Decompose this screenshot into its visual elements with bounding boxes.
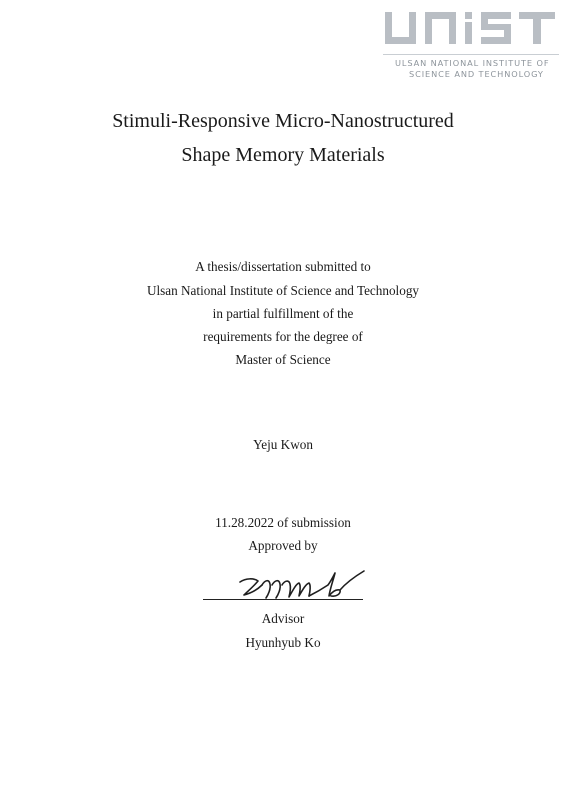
logo-subtitle-line-1: ULSAN NATIONAL INSTITUTE OF bbox=[395, 58, 550, 68]
approved-by-label: Approved by bbox=[248, 538, 318, 553]
unist-logo bbox=[383, 8, 559, 83]
statement-line-1: A thesis/dissertation submitted to bbox=[195, 259, 371, 274]
statement-line-4: requirements for the degree of bbox=[203, 329, 363, 344]
signature-line bbox=[203, 599, 363, 600]
submission-date: 11.28.2022 of submission bbox=[215, 515, 351, 530]
thesis-title-line-1: Stimuli-Responsive Micro-Nanostructured bbox=[112, 110, 454, 132]
unist-logo-mark bbox=[383, 8, 559, 48]
author-name: Yeju Kwon bbox=[253, 437, 313, 452]
logo-divider bbox=[383, 54, 559, 55]
statement-line-2: Ulsan National Institute of Science and Technology bbox=[146, 283, 420, 298]
logo-subtitle-line-2: SCIENCE AND TECHNOLOGY bbox=[409, 69, 544, 79]
advisor-label: Advisor bbox=[261, 611, 305, 626]
advisor-name: Hyunhyub Ko bbox=[245, 635, 321, 650]
thesis-title-line-2: Shape Memory Materials bbox=[181, 144, 385, 166]
statement-line-3: in partial fulfillment of the bbox=[212, 306, 354, 321]
degree-name: Master of Science bbox=[235, 352, 331, 367]
